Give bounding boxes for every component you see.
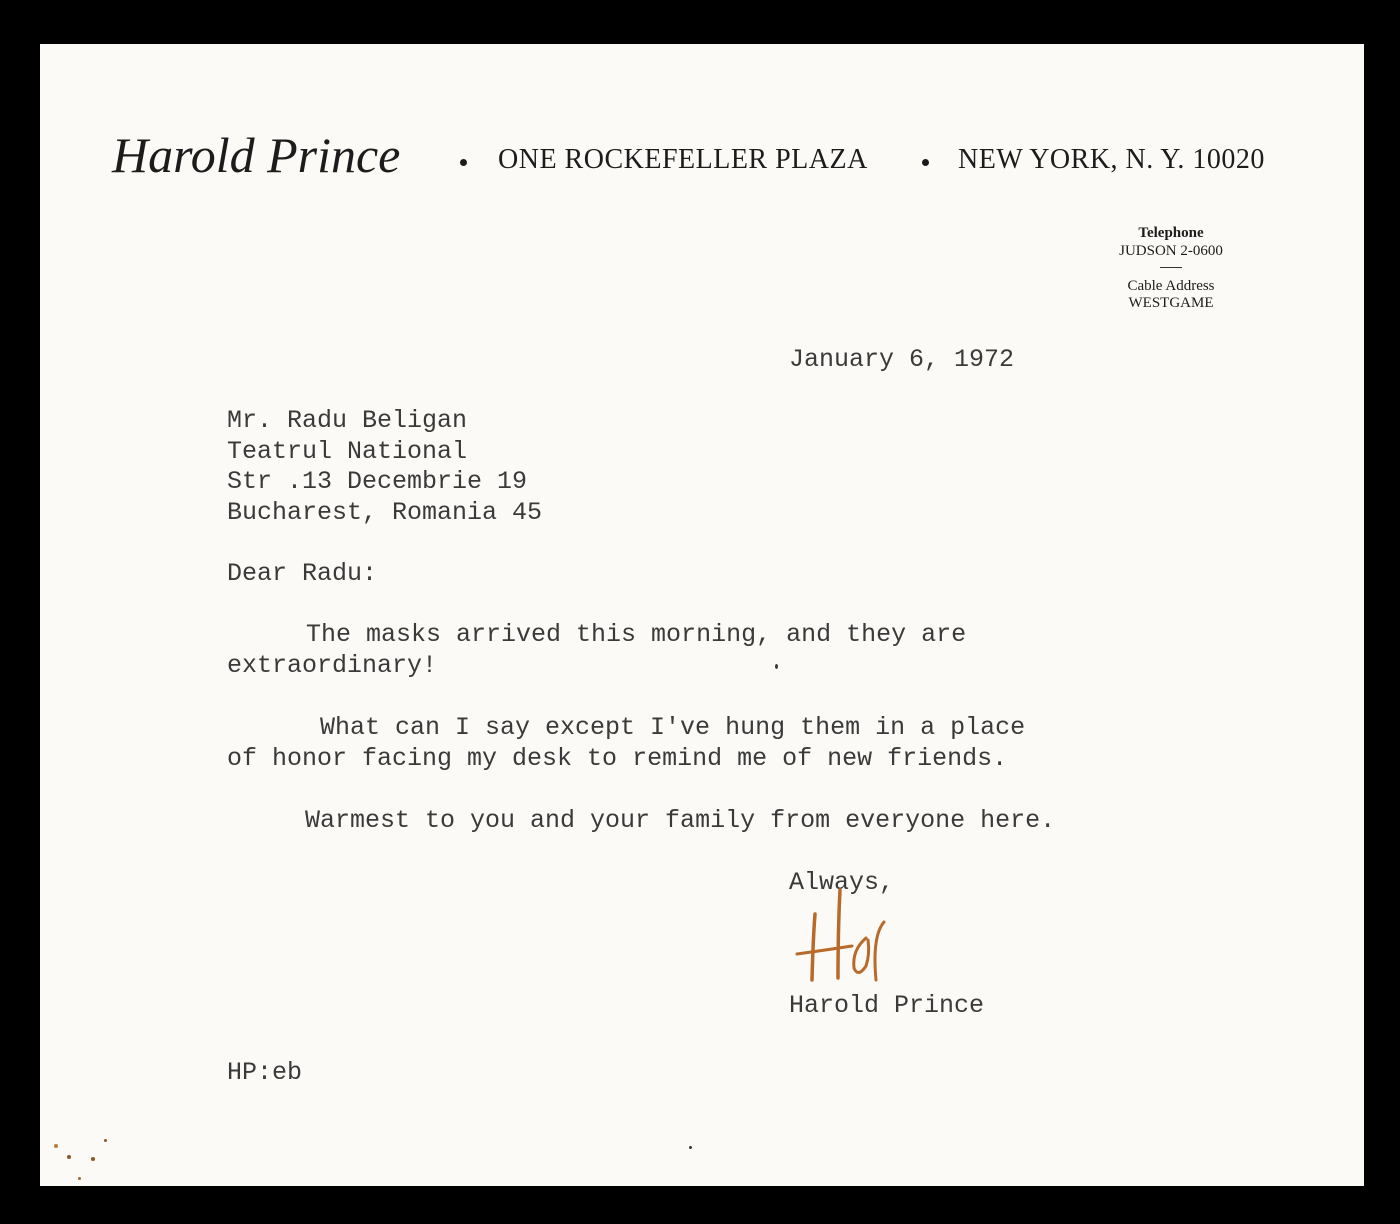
stain-speck	[54, 1144, 58, 1148]
recipient-line: Teatrul National	[227, 437, 468, 466]
stain-speck	[104, 1139, 107, 1142]
cable-label: Cable Address	[1127, 278, 1215, 294]
stain-speck	[91, 1157, 95, 1161]
ink-speck	[775, 664, 778, 669]
typist-initials: HP:eb	[227, 1058, 303, 1087]
recipient-line: Mr. Radu Beligan	[227, 406, 468, 435]
letterhead-city: NEW YORK, N. Y. 10020	[958, 144, 1265, 175]
body-line: What can I say except I've hung them in a place	[320, 713, 1026, 742]
contact-divider	[1160, 267, 1182, 268]
handwritten-signature	[788, 880, 898, 1000]
letterhead-name: Harold Prince	[112, 127, 401, 183]
body-line: extraordinary!	[227, 651, 438, 680]
signature-name: Harold Prince	[789, 991, 985, 1020]
telephone-number: JUDSON 2-0600	[1119, 243, 1223, 259]
body-line: Warmest to you and your family from everyone here.	[305, 806, 1056, 835]
recipient-line: Str .13 Decembrie 19	[227, 467, 528, 496]
bullet-separator	[922, 159, 929, 166]
cable-address: WESTGAME	[1128, 295, 1214, 311]
telephone-label: Telephone	[1138, 225, 1204, 241]
stain-speck	[78, 1177, 81, 1180]
ink-speck	[689, 1146, 692, 1149]
letter-page	[40, 44, 1364, 1186]
letter-date: January 6, 1972	[789, 345, 1015, 374]
recipient-line: Bucharest, Romania 45	[227, 498, 543, 527]
body-line: of honor facing my desk to remind me of new friends.	[227, 744, 1008, 773]
salutation: Dear Radu:	[227, 559, 378, 588]
stain-speck	[67, 1155, 71, 1159]
closing: Always,	[789, 868, 895, 897]
letterhead-address: ONE ROCKEFELLER PLAZA	[498, 144, 868, 175]
bullet-separator	[460, 159, 467, 166]
body-line: The masks arrived this morning, and they are	[306, 620, 967, 649]
